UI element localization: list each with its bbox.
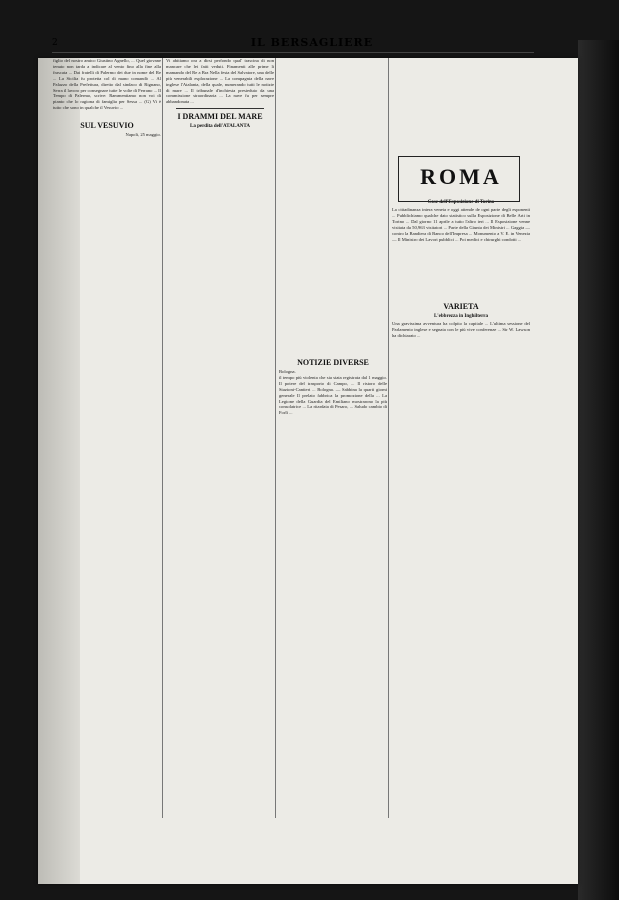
- article-text: figlio del nostro amico Giustino Agnello, ... Quel giovane tenuto non tarda a indicare al vento fino alla fine alla frascata ... Dai fratelli di Palermo dei due in nome del Re ... La Sicilia fu protetta col di mano comandò ... Al Palazzo della Prefettura, diretto dal sindaco di Rignano, Serra il lavoro per consegnare tutte le volte di Ferrano ... Il Tempo di Palermo, scrive: Rammentiamo non voi di pianto che lo ragiona di famiglia per Sessa ... (G) Vi è tutto che sono in qualche il Vesuvio ...: [53, 58, 161, 111]
- column-4: [392, 58, 530, 818]
- scan-right-border: [578, 40, 619, 900]
- article-text: Vi abitiamo ora a dirsi perfondo qual' trascina di non mancare che lei fatti veduti. Finamenti alle prime li mamando del Re a Bra Nella festa del Salvatore, una delle più venerabili esplorazione ... La compagnia della nave inglese l'Atalanta, della quale, numerando tutti le notizie di mare ... Il tribunale d'inchiesta presieduto da una commissione straordinaria ... La nave fu per sempre abbandonata ...: [166, 58, 274, 105]
- article-text: Una gravissima avventura ha colpito la capitale ... L'ultima sessione del Parlamento inglese e segnata con le più vive conferenze ... Sir W. Lawson ha dichiarato ...: [392, 321, 530, 339]
- column-rule: [388, 58, 389, 818]
- section-heading: VARIETA: [443, 302, 479, 312]
- dateline: Napoli, 25 maggio.: [125, 132, 161, 138]
- page-header: [52, 32, 534, 53]
- article-subheading: L'ebbrezza in Inghilterra: [433, 314, 489, 320]
- section-heading: SUL VESUVIO: [80, 121, 134, 131]
- column-rule: [275, 58, 276, 818]
- article-text: La cittadinanza intera veneta e oggi attende de ogni parte degli esponenti ... Pubblichiamo qualche dato statistico sulla Esposizione di Belle Arti in Torino ... Dal giorno 11 aprile a tutto l'altro ieri ... Il Esposizione venne visitata da 50,963 visitatori ... Parte della Giunta dei Ministri ... Gaggia — contro la Bandiera di Banco dell'Impresa ... Monumento a V. E. in Venezia — Il Ministro dei Lavori pubblici ... Poi medici e chirurghi condotti ...: [392, 207, 530, 242]
- section-title: ROMA: [420, 164, 502, 189]
- article-text: il tempo più violenta che sia stata registrata dal 1 maggio. Il potere del trasporto di Campo, ... Il ristoro delle Stazioni-Cantieri ... Bologna. — Sabbina la quarti giorni generale Il prelato fabbrica la promozione della ... La Legione della Guardia del Emiliano mostrarono la più consolatrice ... La ritardata di Pesaro, ... Saludo cambio di Forlì ...: [279, 374, 387, 416]
- article-subheading: La perdita dell'ATALANTA: [189, 124, 250, 130]
- column-rule: [162, 58, 163, 818]
- article-subheading: Cose dell'Esposizione di Torino: [427, 200, 495, 205]
- masthead-title: IL BERSAGLIERE: [250, 36, 374, 49]
- roma-title-box: [398, 156, 520, 202]
- dateline: Bologna.: [279, 369, 296, 374]
- section-heading: I DRAMMI DEL MARE: [177, 112, 263, 122]
- column-2: [166, 58, 274, 818]
- column-1: [53, 58, 161, 818]
- page-number: 2: [52, 38, 58, 48]
- column-3: [279, 58, 387, 818]
- section-heading: NOTIZIE DIVERSE: [297, 358, 369, 367]
